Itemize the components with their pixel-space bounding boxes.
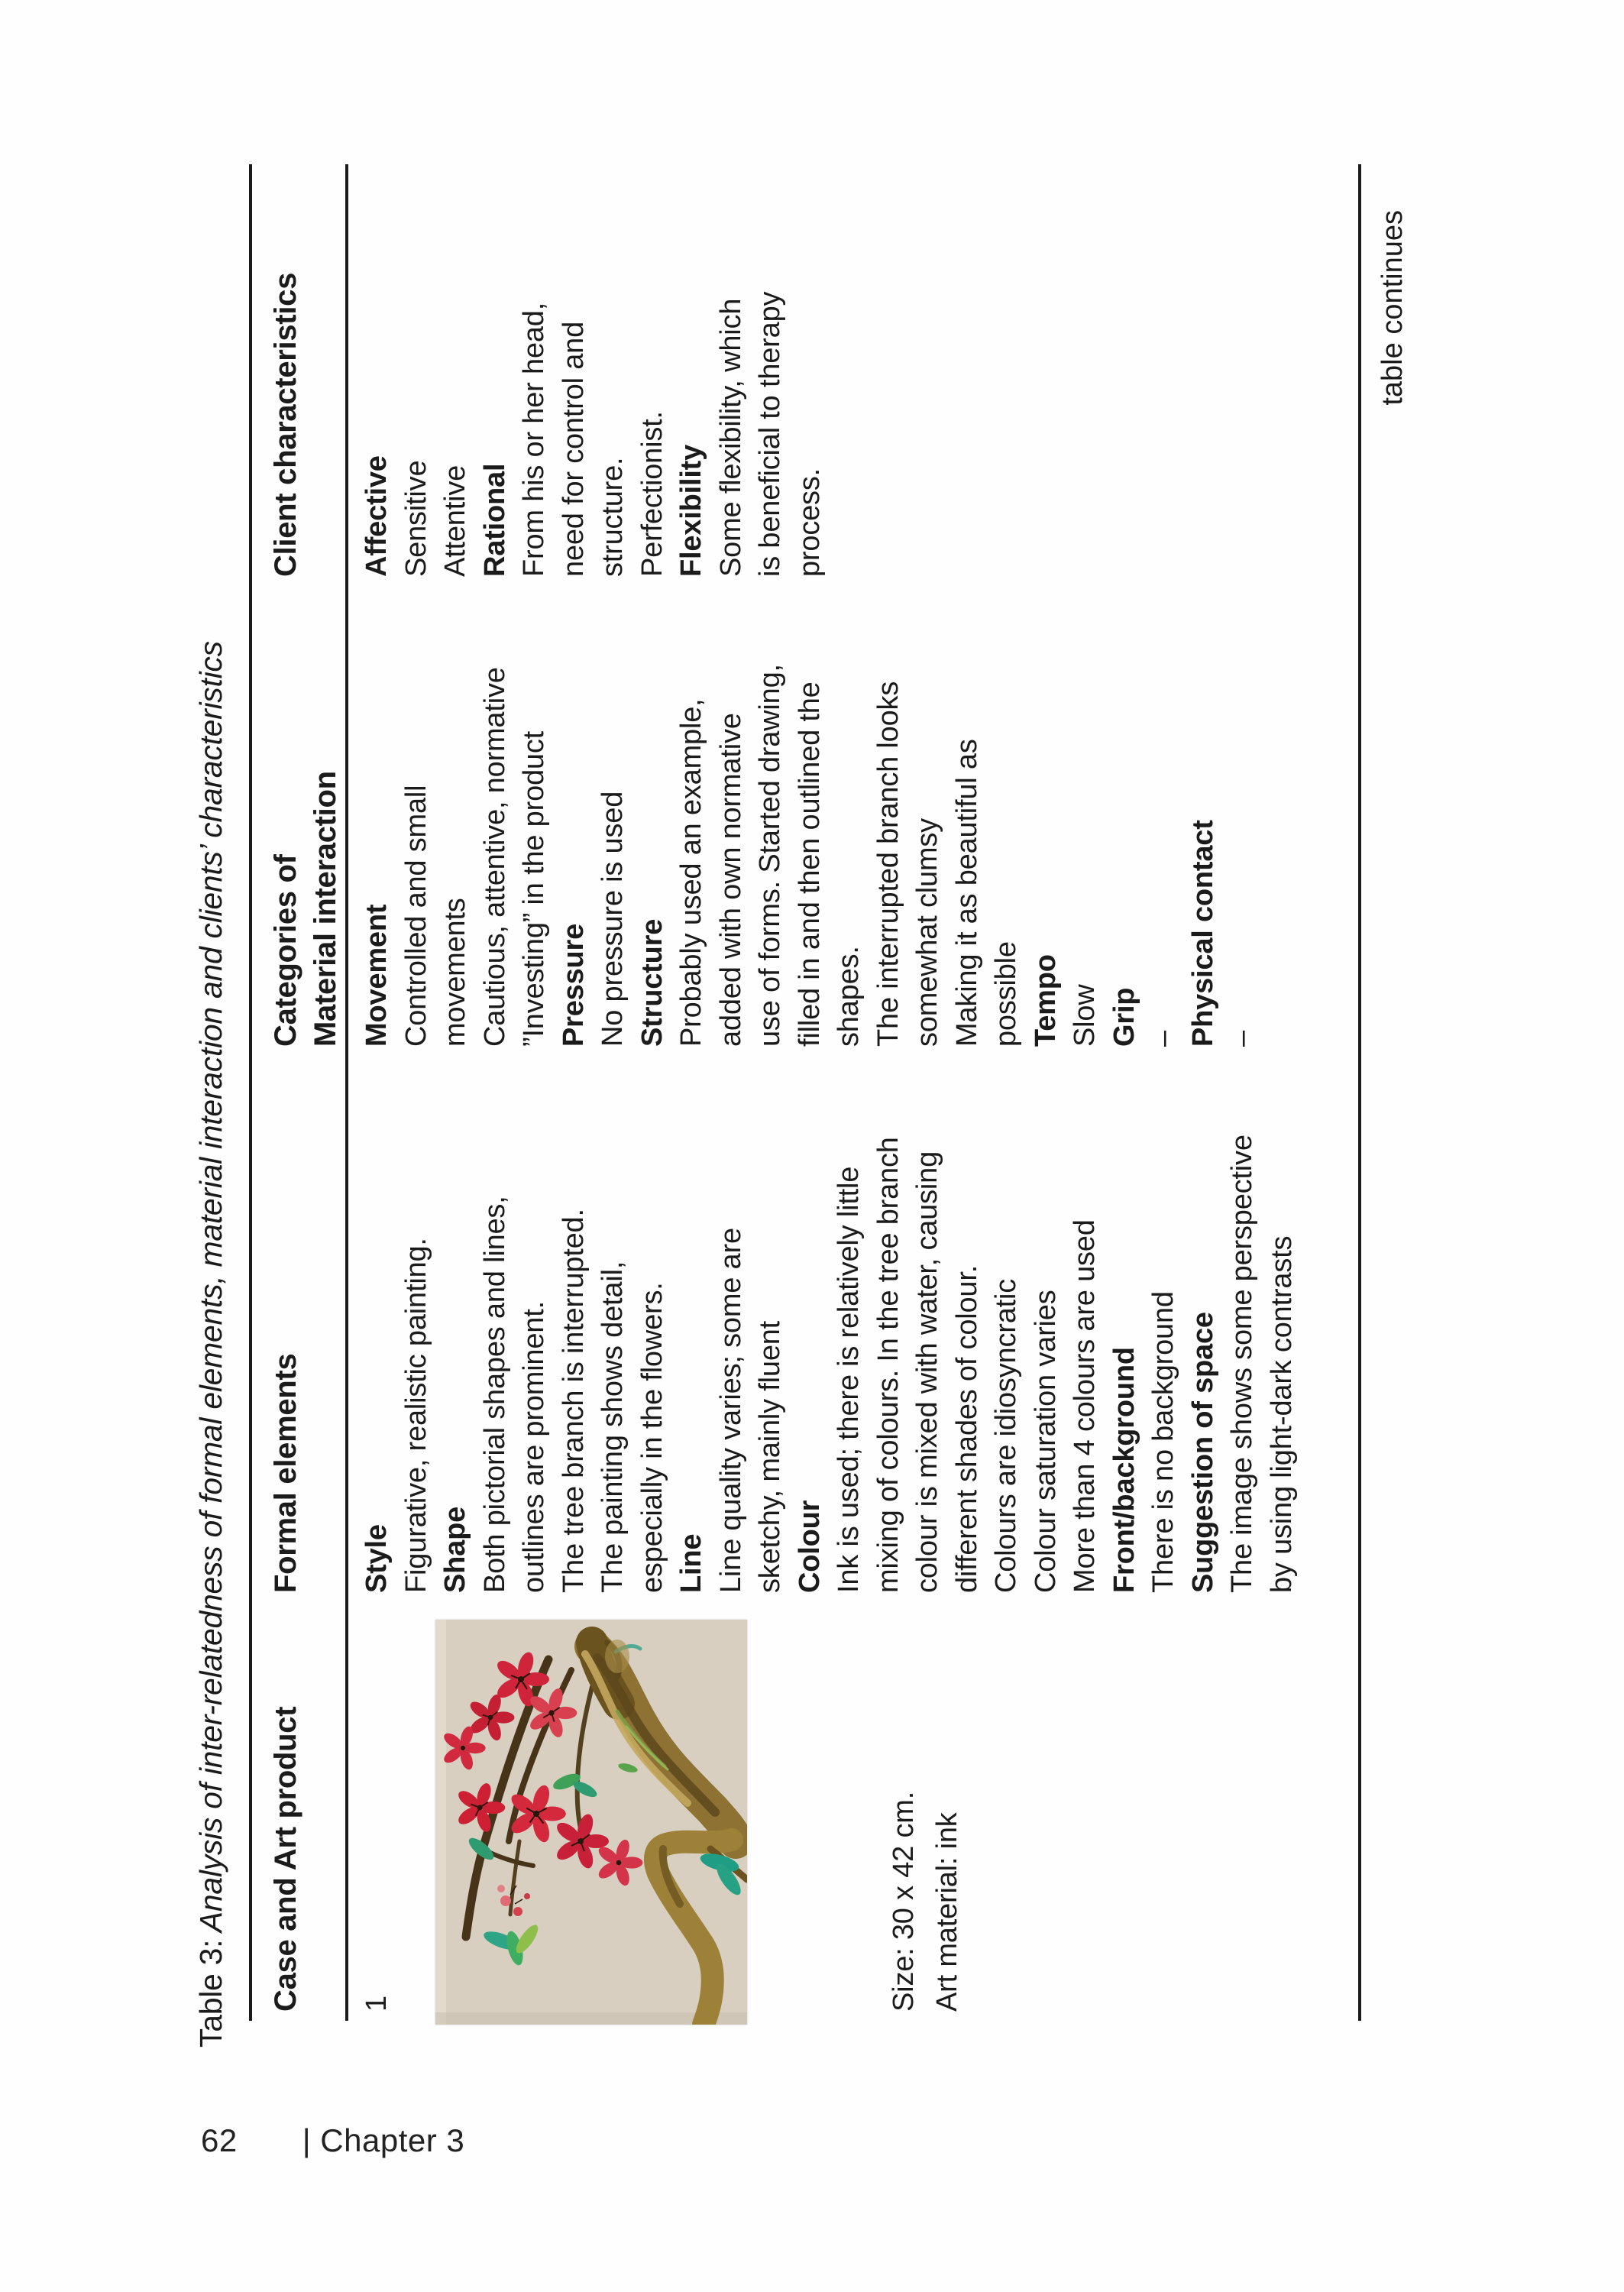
text-line: Slow	[1069, 984, 1101, 1047]
text-line: especially in the flowers.	[636, 1282, 668, 1593]
text-line: Figurative, realistic painting.	[400, 1238, 432, 1593]
text-line: Controlled and small	[400, 785, 432, 1047]
text-line: mixing of colours. In the tree branch	[872, 1137, 904, 1593]
text-line: Attentive	[439, 465, 471, 577]
text-line: Cautious, attentive, normative	[478, 667, 511, 1047]
text-line: Both pictorial shapes and lines,	[478, 1196, 511, 1593]
text-line: The tree branch is interrupted.	[557, 1209, 590, 1593]
text-line: by using light-dark contrasts	[1265, 1235, 1298, 1593]
chapter-label: | Chapter 3	[302, 2122, 465, 2158]
text-line: Some flexibility, which	[714, 298, 747, 577]
text-line: movements	[439, 898, 471, 1047]
category-label-line: Style	[361, 1524, 393, 1593]
text-line: outlines are prominent.	[518, 1301, 550, 1593]
art-product-caption	[882, 1792, 969, 2012]
caption-material: Art material: ink	[931, 1812, 963, 2012]
category-label-line: Grip	[1108, 987, 1140, 1047]
text-line: Sensitive	[400, 460, 432, 577]
text-line: From his or her head,	[518, 302, 550, 577]
page-footer	[201, 2122, 464, 2159]
column-header-material-line2: Material interaction	[309, 771, 342, 1047]
text-line: The painting shows detail,	[597, 1261, 629, 1593]
category-label-line: Line	[675, 1533, 707, 1593]
text-line: somewhat clumsy	[911, 818, 943, 1047]
text-line: possible	[990, 941, 1022, 1047]
text-line: Perfectionist.	[636, 411, 668, 577]
caption-size: Size: 30 x 42 cm.	[888, 1791, 920, 2012]
cell-formal-elements	[357, 1050, 1302, 1593]
category-label-line: Shape	[439, 1506, 471, 1593]
text-line: shapes.	[833, 946, 865, 1047]
text-line: Line quality varies; some are	[714, 1228, 747, 1593]
table-rule-under-header	[345, 164, 348, 2021]
category-label-line: Flexibility	[675, 444, 707, 577]
category-label-line: Affective	[361, 455, 393, 577]
text-line: filled in and then outlined the	[793, 681, 826, 1047]
text-line: colour is mixed with water, causing	[911, 1151, 943, 1593]
text-line: ”Investing” in the product	[518, 730, 550, 1047]
category-label-line: Physical contact	[1186, 820, 1219, 1047]
table-rule-top	[249, 164, 252, 2021]
text-line: structure.	[597, 457, 629, 577]
table-title-label: Table 3:	[193, 1939, 228, 2048]
text-line: process.	[793, 468, 826, 577]
text-line: different shades of colour.	[950, 1264, 983, 1593]
text-line: No pressure is used	[597, 791, 629, 1047]
text-line: Colour saturation varies	[1029, 1290, 1062, 1593]
text-line: There is no background	[1147, 1291, 1179, 1593]
column-header-case-and-art-product: Case and Art product	[269, 1706, 302, 2012]
text-line: More than 4 colours are used	[1069, 1219, 1101, 1593]
text-line: Making it as beautiful as	[950, 739, 983, 1047]
text-line: sketchy, mainly fluent	[754, 1320, 786, 1593]
text-line: is beneficial to therapy	[754, 291, 786, 577]
table-title-text: Analysis of inter-relatedness of formal elements, material interaction and clients’ characteristics	[193, 641, 228, 1940]
text-line: Ink is used; there is relatively little	[833, 1166, 865, 1593]
category-label-line: Structure	[636, 918, 668, 1047]
text-line: Probably used an example,	[675, 698, 707, 1047]
text-line: added with own normative	[714, 713, 747, 1047]
category-label-line: Tempo	[1029, 954, 1062, 1047]
column-header-formal-elements: Formal elements	[269, 1353, 302, 1593]
table-title	[191, 641, 231, 2048]
text-line: Colours are idiosyncratic	[990, 1278, 1022, 1593]
text-line: use of forms. Started drawing,	[754, 664, 786, 1047]
rotated-table-area	[191, 164, 1428, 2048]
page-number: 62	[201, 2122, 238, 2158]
category-label-line: Rational	[478, 463, 511, 577]
case-number: 1	[361, 1996, 393, 2012]
category-label-line: Movement	[361, 904, 393, 1047]
column-header-material-line1: Categories of	[269, 854, 302, 1047]
text-line: The image shows some perspective	[1226, 1135, 1258, 1593]
table-rule-bottom	[1358, 164, 1361, 2021]
category-label-line: Pressure	[557, 923, 590, 1047]
text-line: The interrupted branch looks	[872, 681, 904, 1047]
text-line: –	[1147, 1031, 1179, 1047]
category-label-line: Suggestion of space	[1186, 1312, 1219, 1593]
category-label-line: Front/background	[1108, 1347, 1140, 1593]
column-header-material-interaction	[266, 771, 345, 1047]
cell-material-interaction	[357, 581, 1263, 1047]
table-continues-note: table continues	[1377, 210, 1409, 406]
text-line: need for control and	[557, 321, 590, 577]
cell-client-characteristics	[357, 168, 830, 577]
text-line: –	[1226, 1031, 1258, 1047]
art-product-image	[435, 1620, 747, 2025]
category-label-line: Colour	[793, 1500, 826, 1593]
column-header-client-characteristics: Client characteristics	[269, 272, 302, 577]
